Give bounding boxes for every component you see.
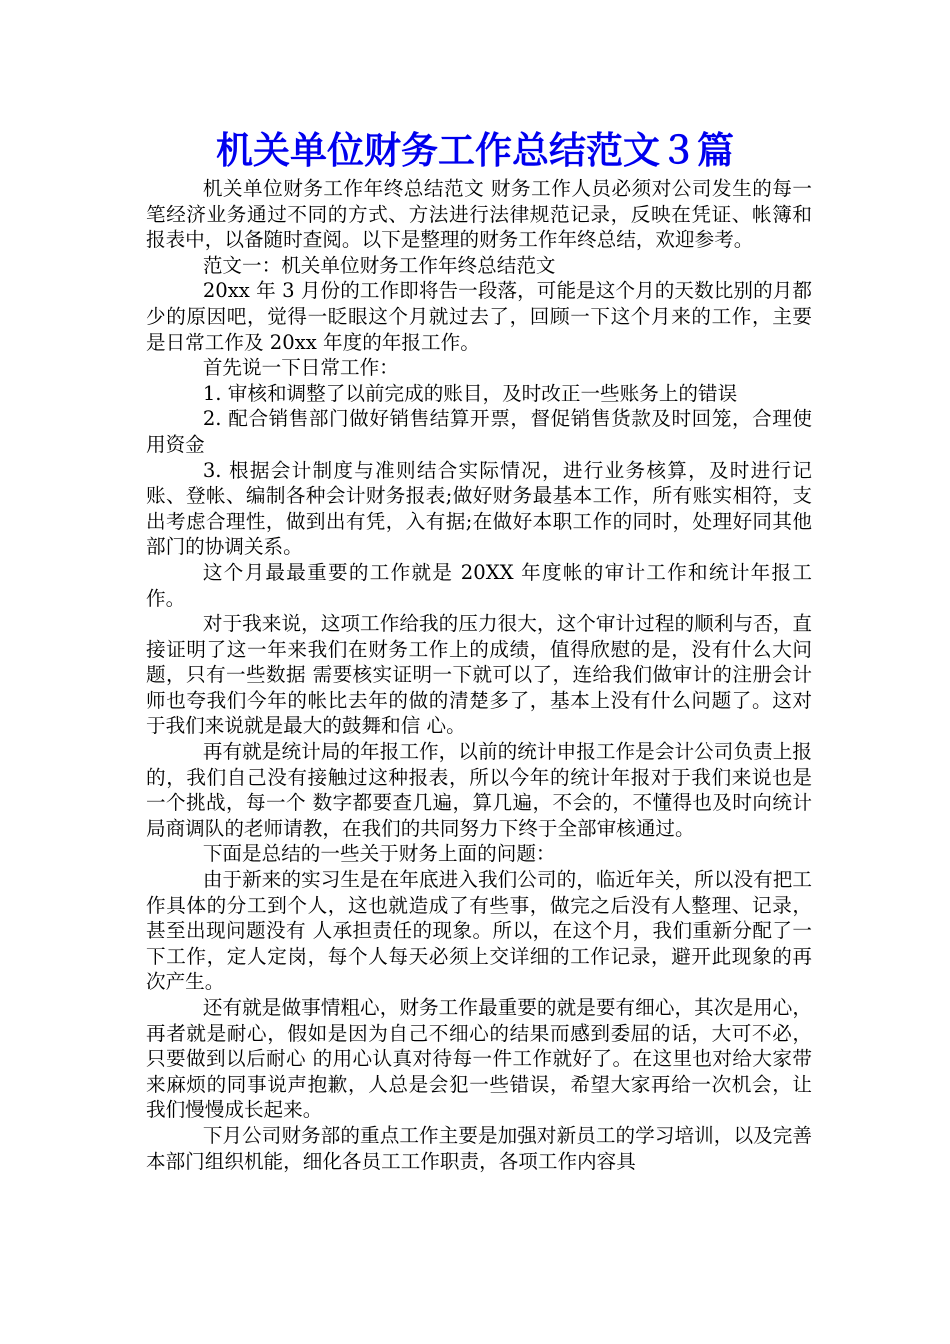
body-paragraph: 20xx 年 3 月份的工作即将告一段落，可能是这个月的天数比别的月都少的原因吧，觉得一眨眼这个月就过去了，回顾一下这个月来的工作，主要是日常工作及 20xx 年度的年报工作。 [146, 279, 812, 354]
body-paragraph: 由于新来的实习生是在年底进入我们公司的，临近年关，所以没有把工作具体的分工到个人，这也就造成了有些事，做完之后没有人整理、记录，甚至出现问题没有 人承担责任的现象。所以，在这个月，我们重新分配了一下工作，定人定岗，每个人每天必须上交详细的工作记录，避开此现象的再次产生。 [146, 868, 812, 994]
list-item: 3. 根据会计制度与准则结合实际情况，进行业务核算，及时进行记账、登帐、编制各种会计财务报表;做好财务最基本工作，所有账实相符，支出考虑合理性，做到出有凭，入有据;在做好本职工作的同时，处理好同其他部门的协调关系。 [146, 458, 812, 559]
body-paragraph: 首先说一下日常工作： [202, 356, 399, 380]
body-paragraph: 还有就是做事情粗心，财务工作最重要的就是要有细心，其次是用心，再者就是耐心，假如是因为自己不细心的结果而感到委屈的话，大可不必，只要做到以后耐心 的用心认真对待每一件工作就好了。在这里也对给大家带来麻烦的同事说声抱歉，人总是会犯一些错误，希望大家再给一次机会，让我们慢慢成长起来。 [146, 996, 812, 1122]
body-paragraph: 下面是总结的一些关于财务上面的问题： [202, 842, 556, 866]
document-title: 机关单位财务工作总结范文３篇 [216, 128, 734, 172]
document-body [146, 176, 812, 1174]
section-heading: 范文一：机关单位财务工作年终总结范文 [202, 253, 556, 277]
body-paragraph: 这个月最最重要的工作就是 20XX 年度帐的审计工作和统计年报工作。 [146, 560, 812, 610]
body-paragraph: 再有就是统计局的年报工作，以前的统计申报工作是会计公司负责上报的，我们自己没有接触过这种报表，所以今年的统计年报对于我们来说也是一个挑战，每一个 数字都要查几遍，算几遍，不会的，不懂得也及时向统计局商调队的老师请教，在我们的共同努力下终于全部审核通过。 [146, 740, 812, 840]
list-item: 1. 审核和调整了以前完成的账目，及时改正一些账务上的错误 [202, 381, 738, 405]
body-paragraph: 对于我来说，这项工作给我的压力很大，这个审计过程的顺利与否，直接证明了这一年来我们在财务工作上的成绩，值得欣慰的是，没有什么大问题，只有一些数据 需要核实证明一下就可以了，连给我们做审计的注册会计师也夸我们今年的帐比去年的做的清楚多了，基本上没有什么问题了。这对于我们来说就是最大的鼓舞和信 心。 [146, 612, 812, 738]
body-paragraph: 下月公司财务部的重点工作主要是加强对新员工的学习培训，以及完善本部门组织机能，细化各员工工作职责，各项工作内容具 [146, 1123, 812, 1173]
intro-paragraph: 机关单位财务工作年终总结范文 财务工作人员必须对公司发生的每一笔经济业务通过不同的方式、方法进行法律规范记录，反映在凭证、帐簿和报表中，以备随时查阅。以下是整理的财务工作年终总结，欢迎参考。 [146, 177, 812, 252]
list-item: 2. 配合销售部门做好销售结算开票，督促销售货款及时回笼，合理使用资金 [146, 407, 812, 456]
